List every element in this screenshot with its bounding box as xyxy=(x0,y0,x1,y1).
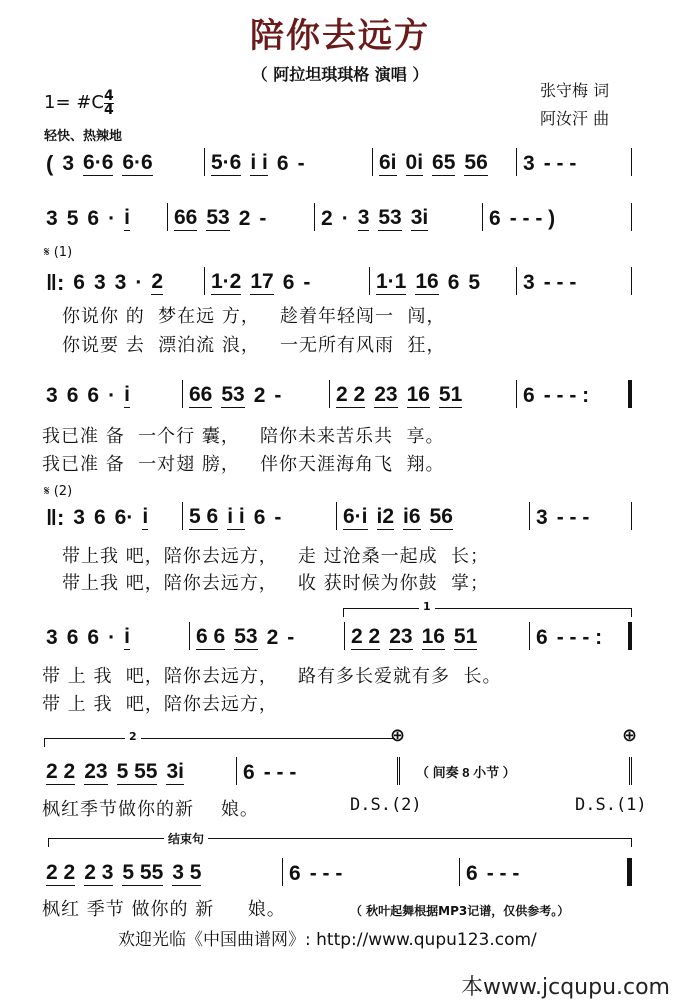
note-group: 51 xyxy=(438,383,463,406)
note-group: 5 xyxy=(66,207,79,230)
note-group: - - - : xyxy=(543,384,590,407)
note-group: - xyxy=(297,152,305,175)
note-group: - - - xyxy=(263,761,297,784)
volta-1-label: 1 xyxy=(419,600,435,613)
note-group: 6·i xyxy=(343,505,368,528)
measure xyxy=(40,622,190,650)
note-group: 6 xyxy=(523,384,535,407)
note-group: 3 xyxy=(46,384,58,407)
measure xyxy=(530,622,632,650)
note-group: - - - xyxy=(309,862,343,885)
measure xyxy=(530,502,632,530)
lyric-line: 带 上 我 吧，陪你去远方， 路有多长爱就有多 长。 xyxy=(42,666,502,687)
note-group: 6·6 xyxy=(122,151,153,174)
note-group: - xyxy=(274,506,282,529)
note-group: 6 xyxy=(536,626,548,649)
singer: （ 阿拉坦琪琪格 演唱 ） xyxy=(251,65,429,84)
note-group: 2 2 xyxy=(46,760,76,783)
note-group: 3 xyxy=(93,271,106,294)
repeat-start: ‖: xyxy=(46,505,65,530)
measure xyxy=(315,203,483,231)
lyric-line: 你说你 的 梦在远 方， 趁着年轻闯一 闯， xyxy=(62,306,446,327)
note-group: 3 xyxy=(46,207,58,230)
measure xyxy=(205,148,373,176)
lyricist: 张守梅 词 xyxy=(540,81,610,100)
note-group: - xyxy=(287,626,295,649)
note-group: i6 xyxy=(403,505,421,528)
transcription-note: （ 秋叶起舞根据MP3记谱，仅供参考。） xyxy=(350,904,570,918)
note-group: 6 xyxy=(66,384,79,407)
notation-row xyxy=(40,757,638,787)
measure xyxy=(517,267,632,295)
measure xyxy=(40,858,283,886)
note-group: i xyxy=(124,383,130,406)
note-group: i xyxy=(142,505,149,528)
note-group: 1·1 xyxy=(376,270,407,293)
note-group: 3 xyxy=(523,271,535,294)
note-group: 6· xyxy=(114,506,134,529)
lyric-line: 带 上 我 吧，陪你去远方， xyxy=(42,694,278,715)
note-group: 3 xyxy=(357,206,370,229)
measure xyxy=(373,148,517,176)
note-group: 66 xyxy=(174,206,198,229)
note-group: i xyxy=(124,206,130,229)
note-group: 56 xyxy=(464,151,488,174)
note-group: 53 xyxy=(221,383,245,406)
note-group: 2 xyxy=(266,626,279,649)
note-group: 6 6 xyxy=(196,625,226,648)
lyric-line: 带上我 吧，陪你去远方， 收 获时候为你鼓 掌； xyxy=(62,573,490,594)
notation-row xyxy=(40,622,638,652)
note-group: 23 xyxy=(389,625,413,648)
lyric-line: 枫红季节做你的新 娘。 xyxy=(42,799,259,820)
note-group: 2 2 xyxy=(336,383,366,406)
measure xyxy=(483,203,632,231)
note-group: 1·2 xyxy=(211,270,242,293)
note-group: 5 55 xyxy=(122,861,164,884)
note-group: 66 xyxy=(189,383,213,406)
time-signature xyxy=(104,90,114,117)
note-group: 6 xyxy=(87,384,100,407)
note-group: 51 xyxy=(453,625,478,648)
note-group: 6 xyxy=(93,506,106,529)
note-group: 6 xyxy=(243,761,255,784)
segno-1: 𝄋 (1) xyxy=(44,245,73,260)
repeat-start: ‖: xyxy=(46,270,65,295)
segno-2: 𝄋 (2) xyxy=(44,484,73,499)
ending-label: 结束句 xyxy=(164,830,208,847)
note-group: 3 xyxy=(114,271,127,294)
volta-2-label: 2 xyxy=(125,730,141,743)
note-group: - - - xyxy=(543,271,577,294)
ds-2-marking: D.S.(2) xyxy=(350,795,422,815)
measure xyxy=(205,267,370,295)
notation-row xyxy=(40,203,638,233)
note-group: 16 xyxy=(421,625,445,648)
measure xyxy=(400,757,632,785)
measure xyxy=(345,622,530,650)
note-group: i i xyxy=(227,505,245,528)
measure xyxy=(517,380,632,408)
note-group: （ 间奏 8 小节 ） xyxy=(416,765,516,780)
note-group: - - - xyxy=(486,862,520,885)
notation-row xyxy=(40,380,638,410)
note-group: i i xyxy=(250,151,268,174)
note-group: 2 xyxy=(321,207,333,230)
composer: 阿汝汗 曲 xyxy=(540,109,610,128)
note-group: 6 xyxy=(73,271,85,294)
note-group: 3 xyxy=(523,152,535,175)
measure xyxy=(40,267,205,295)
note-group: i2 xyxy=(376,505,395,528)
measure xyxy=(460,858,632,886)
measure xyxy=(40,502,183,530)
note-group: 2 xyxy=(151,270,164,293)
note-group: 56 xyxy=(429,505,453,528)
note-group: 5 6 xyxy=(189,505,219,528)
note-group: 6 xyxy=(489,207,501,230)
note-group: - xyxy=(259,207,267,230)
note-group: - - - xyxy=(543,152,577,175)
note-group: 2 2 xyxy=(351,625,381,648)
song-title: 陪你去远方 xyxy=(250,16,430,56)
note-group: 53 xyxy=(206,206,230,229)
lyric-line: 你说要 去 漂泊流 浪， 一无所有风雨 狂， xyxy=(62,335,446,356)
measure xyxy=(237,757,400,785)
note-group: 5 55 xyxy=(116,760,158,783)
coda-icon: ⊕ xyxy=(622,725,638,746)
lyric-line: 带上我 吧，陪你去远方， 走 过沧桑一起成 长； xyxy=(62,546,490,567)
note-group: 5·6 xyxy=(211,151,242,174)
note-group: 2 xyxy=(253,384,266,407)
volta-2-bracket xyxy=(44,730,395,747)
note-group: i xyxy=(124,625,130,648)
notation-row xyxy=(40,148,638,178)
watermark: 本www.jcqupu.com xyxy=(461,975,670,1000)
measure xyxy=(40,203,168,231)
tempo-marking: 轻快、热辣地 xyxy=(44,129,123,144)
note-group: - xyxy=(303,271,311,294)
note-group: 3i xyxy=(410,206,429,229)
note-group: 53 xyxy=(378,206,402,229)
measure xyxy=(370,267,517,295)
note-group: 6 xyxy=(87,626,100,649)
note-group: 6·6 xyxy=(83,151,114,174)
note-group: 16 xyxy=(415,270,439,293)
note-group: 2 2 xyxy=(46,861,76,884)
footer-text: 欢迎光临《中国曲谱网》: http://www.qupu123.com/ xyxy=(118,930,537,950)
time-top: 4 xyxy=(104,88,114,104)
time-bottom: 4 xyxy=(104,102,114,118)
coda-icon: ⊕ xyxy=(390,725,406,746)
measure xyxy=(40,380,183,408)
notation-row xyxy=(40,267,638,297)
measure xyxy=(337,502,530,530)
measure xyxy=(183,502,337,530)
note-group: · xyxy=(108,384,116,407)
note-group: - - - ) xyxy=(509,207,556,230)
measure xyxy=(283,858,460,886)
note-group: 2 3 xyxy=(84,861,114,884)
measure xyxy=(40,148,205,176)
note-group: 3 xyxy=(536,506,548,529)
note-group: · xyxy=(341,207,349,230)
note-group: 6 xyxy=(66,626,79,649)
note-group: 6 xyxy=(276,152,289,175)
measure xyxy=(330,380,517,408)
note-group: 53 xyxy=(234,625,258,648)
lyric-line: 枫红 季节 做你的 新 娘。 xyxy=(42,899,286,920)
ds-1-marking: D.S.(1) xyxy=(575,795,647,815)
measure xyxy=(190,622,345,650)
volta-1-bracket xyxy=(343,600,632,617)
note-group: 6 xyxy=(466,862,478,885)
note-group: 6i xyxy=(379,151,397,174)
note-group: - - - xyxy=(556,506,590,529)
measure xyxy=(40,757,237,785)
lyric-line: 我已准 备 一对翅 膀， 伴你天涯海角飞 翔。 xyxy=(42,454,445,475)
note-group: 6 xyxy=(282,271,295,294)
lyric-line: 我已准 备 一个行 囊， 陪你未来苦乐共 享。 xyxy=(42,426,445,447)
measure xyxy=(517,148,632,176)
measure xyxy=(183,380,330,408)
note-group: - xyxy=(274,384,282,407)
note-group: 0i xyxy=(405,151,424,174)
note-group: 3 xyxy=(46,626,58,649)
note-group: 3 xyxy=(62,152,75,175)
note-group: 3i xyxy=(166,760,184,783)
note-group: 6 xyxy=(289,862,301,885)
note-group: 17 xyxy=(250,270,274,293)
note-group: 6 xyxy=(87,207,100,230)
note-group: 23 xyxy=(84,760,108,783)
key-signature: 1= #C xyxy=(44,92,104,113)
note-group: 23 xyxy=(374,383,398,406)
measure xyxy=(168,203,315,231)
note-group: 6 xyxy=(253,506,266,529)
note-group: 3 xyxy=(73,506,85,529)
note-group: 65 xyxy=(432,151,456,174)
notation-row xyxy=(40,502,638,532)
open-paren: ( xyxy=(46,151,54,176)
note-group: 3 5 xyxy=(172,861,202,884)
note-group: · xyxy=(108,626,116,649)
note-group: · xyxy=(108,207,116,230)
note-group: 16 xyxy=(406,383,430,406)
note-group: - - - : xyxy=(556,626,603,649)
note-group: 5 xyxy=(468,271,481,294)
ending-bracket xyxy=(48,832,632,847)
note-group: · xyxy=(135,271,143,294)
note-group: 6 xyxy=(447,271,460,294)
notation-row xyxy=(40,858,638,888)
note-group: 2 xyxy=(238,207,251,230)
